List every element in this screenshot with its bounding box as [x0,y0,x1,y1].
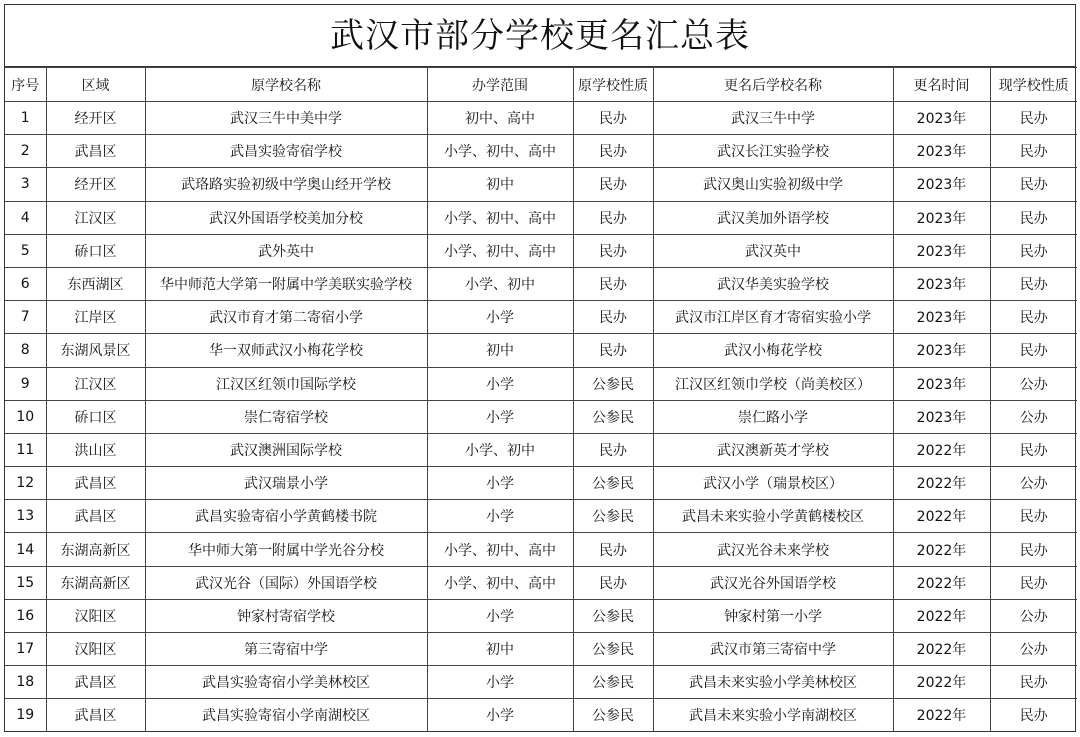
cell-index: 19 [5,699,46,732]
cell-rename-time: 2022年 [893,533,990,566]
cell-original-name: 武昌实验寄宿小学南湖校区 [145,699,427,732]
cell-new-name: 武昌未来实验小学南湖校区 [653,699,893,732]
cell-index: 16 [5,599,46,632]
cell-index: 17 [5,633,46,666]
cell-original-name: 武汉澳洲国际学校 [145,433,427,466]
cell-current-type: 民办 [990,102,1077,135]
header-index: 序号 [5,68,46,102]
cell-original-type: 公参民 [573,599,653,632]
cell-original-name: 武汉瑞景小学 [145,467,427,500]
cell-district: 江汉区 [46,367,145,400]
cell-index: 9 [5,367,46,400]
cell-new-name: 武汉三牛中学 [653,102,893,135]
cell-school-scope: 初中 [427,633,573,666]
cell-current-type: 公办 [990,367,1077,400]
header-district: 区域 [46,68,145,102]
cell-index: 2 [5,135,46,168]
cell-original-name: 武昌实验寄宿小学黄鹤楼书院 [145,500,427,533]
cell-original-name: 武汉外国语学校美加分校 [145,201,427,234]
table-row [5,367,1077,400]
cell-school-scope: 小学 [427,500,573,533]
cell-current-type: 民办 [990,533,1077,566]
cell-rename-time: 2023年 [893,267,990,300]
cell-current-type: 民办 [990,666,1077,699]
cell-original-type: 民办 [573,301,653,334]
cell-rename-time: 2023年 [893,168,990,201]
cell-original-type: 民办 [573,135,653,168]
cell-current-type: 民办 [990,566,1077,599]
cell-original-type: 公参民 [573,666,653,699]
cell-school-scope: 小学、初中、高中 [427,566,573,599]
cell-index: 12 [5,467,46,500]
table-row [5,334,1077,367]
table-row [5,135,1077,168]
cell-school-scope: 小学 [427,367,573,400]
cell-rename-time: 2023年 [893,234,990,267]
cell-district: 硚口区 [46,400,145,433]
cell-original-name: 武汉市育才第二寄宿小学 [145,301,427,334]
cell-original-type: 公参民 [573,633,653,666]
cell-rename-time: 2022年 [893,699,990,732]
cell-rename-time: 2022年 [893,500,990,533]
cell-original-name: 华一双师武汉小梅花学校 [145,334,427,367]
cell-original-name: 武汉三牛中美中学 [145,102,427,135]
cell-original-name: 华中师范大学第一附属中学美联实验学校 [145,267,427,300]
cell-original-type: 民办 [573,566,653,599]
cell-current-type: 民办 [990,201,1077,234]
cell-rename-time: 2023年 [893,400,990,433]
cell-new-name: 武汉光谷未来学校 [653,533,893,566]
cell-original-type: 民办 [573,234,653,267]
cell-school-scope: 初中 [427,168,573,201]
table-row [5,533,1077,566]
cell-new-name: 武汉小学（瑞景校区） [653,467,893,500]
cell-current-type: 民办 [990,168,1077,201]
cell-original-name: 第三寄宿中学 [145,633,427,666]
cell-district: 汉阳区 [46,633,145,666]
header-original-type: 原学校性质 [573,68,653,102]
cell-original-name: 武昌实验寄宿小学美林校区 [145,666,427,699]
cell-index: 18 [5,666,46,699]
cell-original-name: 钟家村寄宿学校 [145,599,427,632]
cell-original-type: 民办 [573,168,653,201]
cell-new-name: 崇仁路小学 [653,400,893,433]
cell-index: 3 [5,168,46,201]
cell-rename-time: 2022年 [893,566,990,599]
cell-new-name: 武汉小梅花学校 [653,334,893,367]
table-row [5,234,1077,267]
cell-original-name: 武外英中 [145,234,427,267]
cell-school-scope: 小学 [427,666,573,699]
cell-district: 洪山区 [46,433,145,466]
cell-index: 1 [5,102,46,135]
cell-district: 东湖高新区 [46,533,145,566]
cell-rename-time: 2023年 [893,301,990,334]
cell-district: 江岸区 [46,301,145,334]
cell-index: 10 [5,400,46,433]
cell-school-scope: 小学、初中、高中 [427,135,573,168]
cell-rename-time: 2023年 [893,102,990,135]
cell-school-scope: 小学 [427,467,573,500]
cell-original-type: 民办 [573,102,653,135]
table-row [5,566,1077,599]
school-rename-table [5,67,1077,732]
table-row [5,267,1077,300]
header-new-name: 更名后学校名称 [653,68,893,102]
cell-original-type: 民办 [573,533,653,566]
table-row [5,433,1077,466]
cell-current-type: 民办 [990,500,1077,533]
table-row [5,467,1077,500]
cell-district: 武昌区 [46,666,145,699]
cell-school-scope: 小学、初中、高中 [427,234,573,267]
cell-rename-time: 2022年 [893,433,990,466]
table-row [5,500,1077,533]
cell-rename-time: 2023年 [893,367,990,400]
spreadsheet [4,4,1076,732]
header-row [5,68,1077,102]
cell-new-name: 武汉英中 [653,234,893,267]
cell-new-name: 武汉市江岸区育才寄宿实验小学 [653,301,893,334]
cell-school-scope: 小学、初中、高中 [427,533,573,566]
cell-school-scope: 小学 [427,699,573,732]
cell-school-scope: 初中 [427,334,573,367]
cell-district: 武昌区 [46,500,145,533]
cell-new-name: 武昌未来实验小学黄鹤楼校区 [653,500,893,533]
cell-index: 7 [5,301,46,334]
cell-new-name: 武汉奥山实验初级中学 [653,168,893,201]
table-body [5,102,1077,732]
header-school-scope: 办学范围 [427,68,573,102]
cell-index: 8 [5,334,46,367]
cell-district: 经开区 [46,102,145,135]
cell-current-type: 民办 [990,334,1077,367]
cell-index: 14 [5,533,46,566]
cell-original-name: 武汉光谷（国际）外国语学校 [145,566,427,599]
cell-new-name: 武汉澳新英才学校 [653,433,893,466]
cell-current-type: 民办 [990,699,1077,732]
cell-original-type: 公参民 [573,699,653,732]
cell-index: 6 [5,267,46,300]
cell-current-type: 公办 [990,633,1077,666]
cell-index: 4 [5,201,46,234]
table-row [5,168,1077,201]
cell-district: 硚口区 [46,234,145,267]
table-row [5,201,1077,234]
cell-school-scope: 小学 [427,400,573,433]
cell-rename-time: 2023年 [893,334,990,367]
header-original-name: 原学校名称 [145,68,427,102]
cell-original-name: 江汉区红领巾国际学校 [145,367,427,400]
cell-rename-time: 2022年 [893,666,990,699]
table-row [5,102,1077,135]
cell-original-type: 民办 [573,267,653,300]
cell-original-type: 民办 [573,433,653,466]
table-row [5,666,1077,699]
header-current-type: 现学校性质 [990,68,1077,102]
cell-original-type: 公参民 [573,500,653,533]
cell-original-type: 公参民 [573,400,653,433]
cell-new-name: 武汉长江实验学校 [653,135,893,168]
cell-current-type: 民办 [990,301,1077,334]
cell-district: 经开区 [46,168,145,201]
cell-school-scope: 小学、初中、高中 [427,201,573,234]
cell-original-type: 公参民 [573,467,653,500]
cell-district: 武昌区 [46,467,145,500]
table-title: 武汉市部分学校更名汇总表 [5,5,1075,67]
cell-current-type: 公办 [990,400,1077,433]
cell-district: 东湖风景区 [46,334,145,367]
cell-rename-time: 2022年 [893,467,990,500]
cell-district: 武昌区 [46,699,145,732]
cell-original-name: 武珞路实验初级中学奥山经开学校 [145,168,427,201]
cell-rename-time: 2023年 [893,201,990,234]
cell-new-name: 江汉区红领巾学校（尚美校区） [653,367,893,400]
cell-school-scope: 初中、高中 [427,102,573,135]
cell-district: 东湖高新区 [46,566,145,599]
cell-index: 13 [5,500,46,533]
cell-index: 15 [5,566,46,599]
cell-new-name: 武汉光谷外国语学校 [653,566,893,599]
cell-original-type: 民办 [573,334,653,367]
cell-district: 东西湖区 [46,267,145,300]
cell-rename-time: 2022年 [893,599,990,632]
cell-new-name: 武汉华美实验学校 [653,267,893,300]
cell-new-name: 钟家村第一小学 [653,599,893,632]
table-row [5,599,1077,632]
cell-original-type: 民办 [573,201,653,234]
cell-original-name: 华中师大第一附属中学光谷分校 [145,533,427,566]
cell-current-type: 民办 [990,267,1077,300]
table-row [5,400,1077,433]
cell-school-scope: 小学、初中 [427,433,573,466]
cell-current-type: 民办 [990,433,1077,466]
cell-district: 汉阳区 [46,599,145,632]
table-row [5,699,1077,732]
cell-index: 11 [5,433,46,466]
cell-original-name: 崇仁寄宿学校 [145,400,427,433]
cell-original-type: 公参民 [573,367,653,400]
cell-current-type: 民办 [990,135,1077,168]
table-row [5,301,1077,334]
cell-current-type: 公办 [990,599,1077,632]
cell-current-type: 公办 [990,467,1077,500]
cell-school-scope: 小学、初中 [427,267,573,300]
cell-index: 5 [5,234,46,267]
cell-rename-time: 2022年 [893,633,990,666]
cell-district: 江汉区 [46,201,145,234]
cell-original-name: 武昌实验寄宿学校 [145,135,427,168]
cell-school-scope: 小学 [427,599,573,632]
cell-district: 武昌区 [46,135,145,168]
header-rename-time: 更名时间 [893,68,990,102]
cell-school-scope: 小学 [427,301,573,334]
cell-current-type: 民办 [990,234,1077,267]
cell-new-name: 武汉美加外语学校 [653,201,893,234]
cell-new-name: 武昌未来实验小学美林校区 [653,666,893,699]
table-row [5,633,1077,666]
cell-new-name: 武汉市第三寄宿中学 [653,633,893,666]
cell-rename-time: 2023年 [893,135,990,168]
